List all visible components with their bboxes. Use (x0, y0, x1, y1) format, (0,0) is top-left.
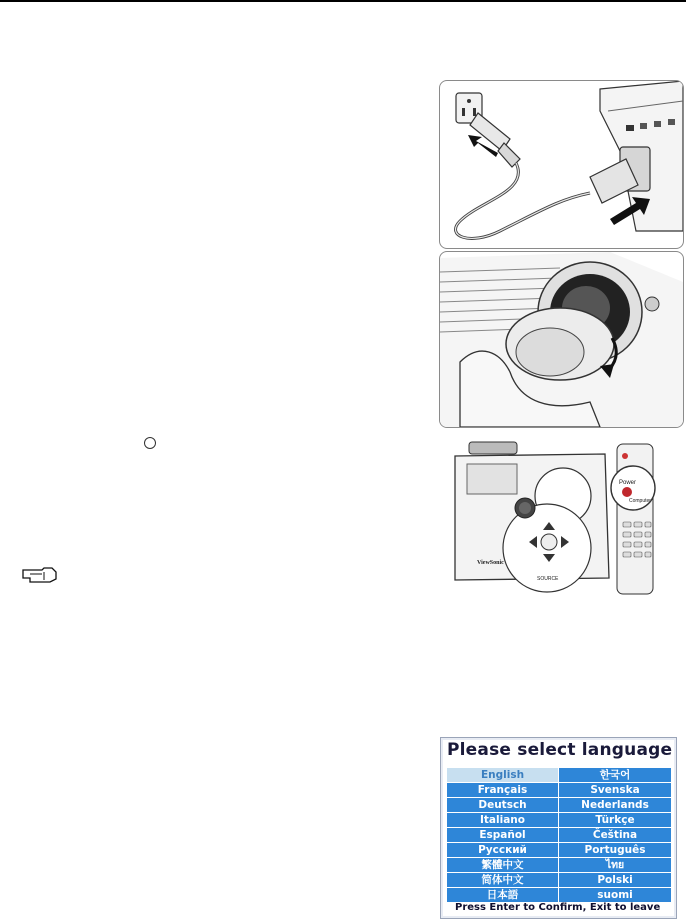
source-label: SOURCE (537, 576, 559, 582)
language-option[interactable]: 한국어 (559, 768, 671, 783)
remote-power-label: Power (619, 480, 637, 486)
lens-cap-figure (439, 251, 684, 428)
language-option[interactable]: 繁體中文 (447, 858, 559, 873)
language-option[interactable]: Deutsch (447, 798, 559, 813)
language-option[interactable]: 日本語 (447, 888, 559, 903)
language-dialog (440, 737, 677, 919)
language-option[interactable]: Español (447, 828, 559, 843)
language-option[interactable]: Nederlands (559, 798, 671, 813)
projector-brand: ViewSonic (477, 560, 504, 566)
top-rule (0, 0, 686, 2)
language-grid (447, 768, 671, 903)
language-dialog-title: Please select language (447, 740, 673, 760)
language-option[interactable]: ไทย (559, 858, 671, 873)
power-icon (144, 437, 156, 449)
language-option[interactable]: Português (559, 843, 671, 858)
note-hand-icon (22, 567, 58, 583)
power-button-figure (437, 438, 682, 596)
language-option[interactable]: 简体中文 (447, 873, 559, 888)
language-option[interactable]: Türkçe (559, 813, 671, 828)
language-option[interactable]: Svenska (559, 783, 671, 798)
language-option[interactable]: English (447, 768, 559, 783)
language-option[interactable]: Русский (447, 843, 559, 858)
language-option[interactable]: Français (447, 783, 559, 798)
power-cord-figure (439, 80, 684, 249)
remote-computer-label: Computer (629, 498, 651, 504)
language-option[interactable]: Čeština (559, 828, 671, 843)
language-dialog-footer: Press Enter to Confirm, Exit to leave (455, 902, 661, 913)
language-option[interactable]: Polski (559, 873, 671, 888)
language-option[interactable]: Italiano (447, 813, 559, 828)
language-option[interactable]: suomi (559, 888, 671, 903)
